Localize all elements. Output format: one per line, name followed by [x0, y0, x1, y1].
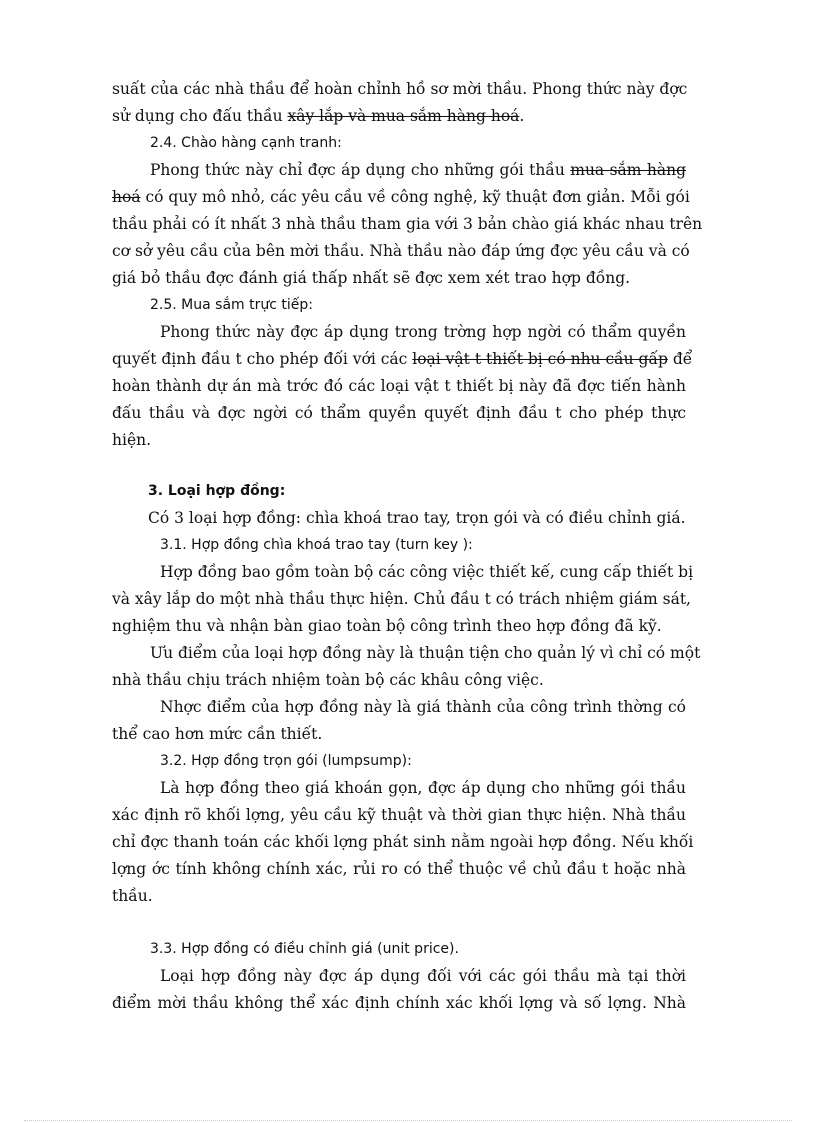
section-heading-3-2: 3.2. Hợp đồng trọn gói (lumpsump): [160, 753, 412, 769]
paragraph-line: nhà thầu chịu trách nhiệm toàn bộ các khâu công việc. [112, 671, 544, 689]
paragraph-line: Có 3 loại hợp đồng: chìa khoá trao tay, trọn gói và có điều chỉnh giá. [148, 509, 686, 527]
section-heading-3-3: 3.3. Hợp đồng có điều chỉnh giá (unit price). [150, 941, 459, 957]
paragraph-line: điểm mời thầu không thể xác định chính xác khối lợng và số lợng. Nhà [112, 994, 686, 1012]
paragraph-line: Phong thức này chỉ đợc áp dụng cho những gói thầu mua sắm hàng [150, 161, 687, 179]
page-bottom-divider [24, 1120, 792, 1121]
spacer [112, 454, 686, 478]
paragraph-line: xác định rõ khối lợng, yêu cầu kỹ thuật và thời gian thực hiện. Nhà thầu [112, 806, 686, 824]
paragraph-line: đấu thầu và đợc ngời có thẩm quyền quyết định đầu t cho phép thực [112, 404, 686, 422]
paragraph-line: Nhợc điểm của hợp đồng này là giá thành của công trình thờng có [160, 698, 686, 716]
section-heading-3: 3. Loại hợp đồng: [148, 483, 286, 499]
struck-text: mua sắm hàng [570, 161, 687, 179]
paragraph-line: nghiệm thu và nhận bàn giao toàn bộ công trình theo hợp đồng đã kỹ. [112, 617, 662, 635]
paragraph-line: hoàn thành dự án mà trớc đó các loại vật t thiết bị này đã đợc tiến hành [112, 377, 686, 395]
paragraph-line: thể cao hơn mức cần thiết. [112, 725, 323, 743]
paragraph-line: Là hợp đồng theo giá khoán gọn, đợc áp dụng cho những gói thầu [160, 779, 686, 797]
paragraph-line: Phong thức này đợc áp dụng trong trờng hợp ngời có thẩm quyền [160, 323, 686, 341]
paragraph-line: Loại hợp đồng này đợc áp dụng đối với các gói thầu mà tại thời [160, 967, 686, 985]
paragraph-line: suất của các nhà thầu để hoàn chỉnh hồ sơ mời thầu. Phong thức này đợc [112, 80, 688, 98]
struck-text: loại vật t thiết bị có nhu cầu gấp [412, 350, 668, 368]
section-heading-2-4: 2.4. Chào hàng cạnh tranh: [150, 135, 342, 151]
section-heading-2-5: 2.5. Mua sắm trực tiếp: [150, 297, 313, 313]
struck-text: hoá [112, 188, 141, 206]
paragraph-line: Hợp đồng bao gồm toàn bộ các công việc thiết kế, cung cấp thiết bị [160, 563, 694, 581]
paragraph-line: quyết định đầu t cho phép đối với các loại vật t thiết bị có nhu cầu gấp để [112, 350, 693, 368]
paragraph-line: cơ sở yêu cầu của bên mời thầu. Nhà thầu nào đáp ứng đợc yêu cầu và có [112, 242, 690, 260]
paragraph-line: hoá có quy mô nhỏ, các yêu cầu về công nghệ, kỹ thuật đơn giản. Mỗi gói [112, 188, 690, 206]
paragraph-line: và xây lắp do một nhà thầu thực hiện. Chủ đầu t có trách nhiệm giám sát, [112, 590, 691, 608]
paragraph-line: hiện. [112, 431, 152, 449]
section-heading-3-1: 3.1. Hợp đồng chìa khoá trao tay (turn key ): [160, 537, 473, 553]
paragraph-line: giá bỏ thầu đợc đánh giá thấp nhất sẽ đợc xem xét trao hợp đồng. [112, 269, 631, 287]
paragraph-line: lợng ớc tính không chính xác, rủi ro có thể thuộc về chủ đầu t hoặc nhà [112, 860, 686, 878]
spacer [112, 910, 686, 936]
paragraph-line: chỉ đợc thanh toán các khối lợng phát sinh nằm ngoài hợp đồng. Nếu khối [112, 833, 694, 851]
paragraph-line: thầu. [112, 887, 153, 905]
paragraph-line: thầu phải có ít nhất 3 nhà thầu tham gia với 3 bản chào giá khác nhau trên [112, 215, 703, 233]
struck-text: xây lắp và mua sắm hàng hoá [287, 107, 520, 125]
paragraph-line: sử dụng cho đấu thầu xây lắp và mua sắm hàng hoá. [112, 107, 525, 125]
document-page [112, 76, 703, 1017]
paragraph-line: Ưu điểm của loại hợp đồng này là thuận tiện cho quản lý vì chỉ có một [150, 644, 701, 662]
